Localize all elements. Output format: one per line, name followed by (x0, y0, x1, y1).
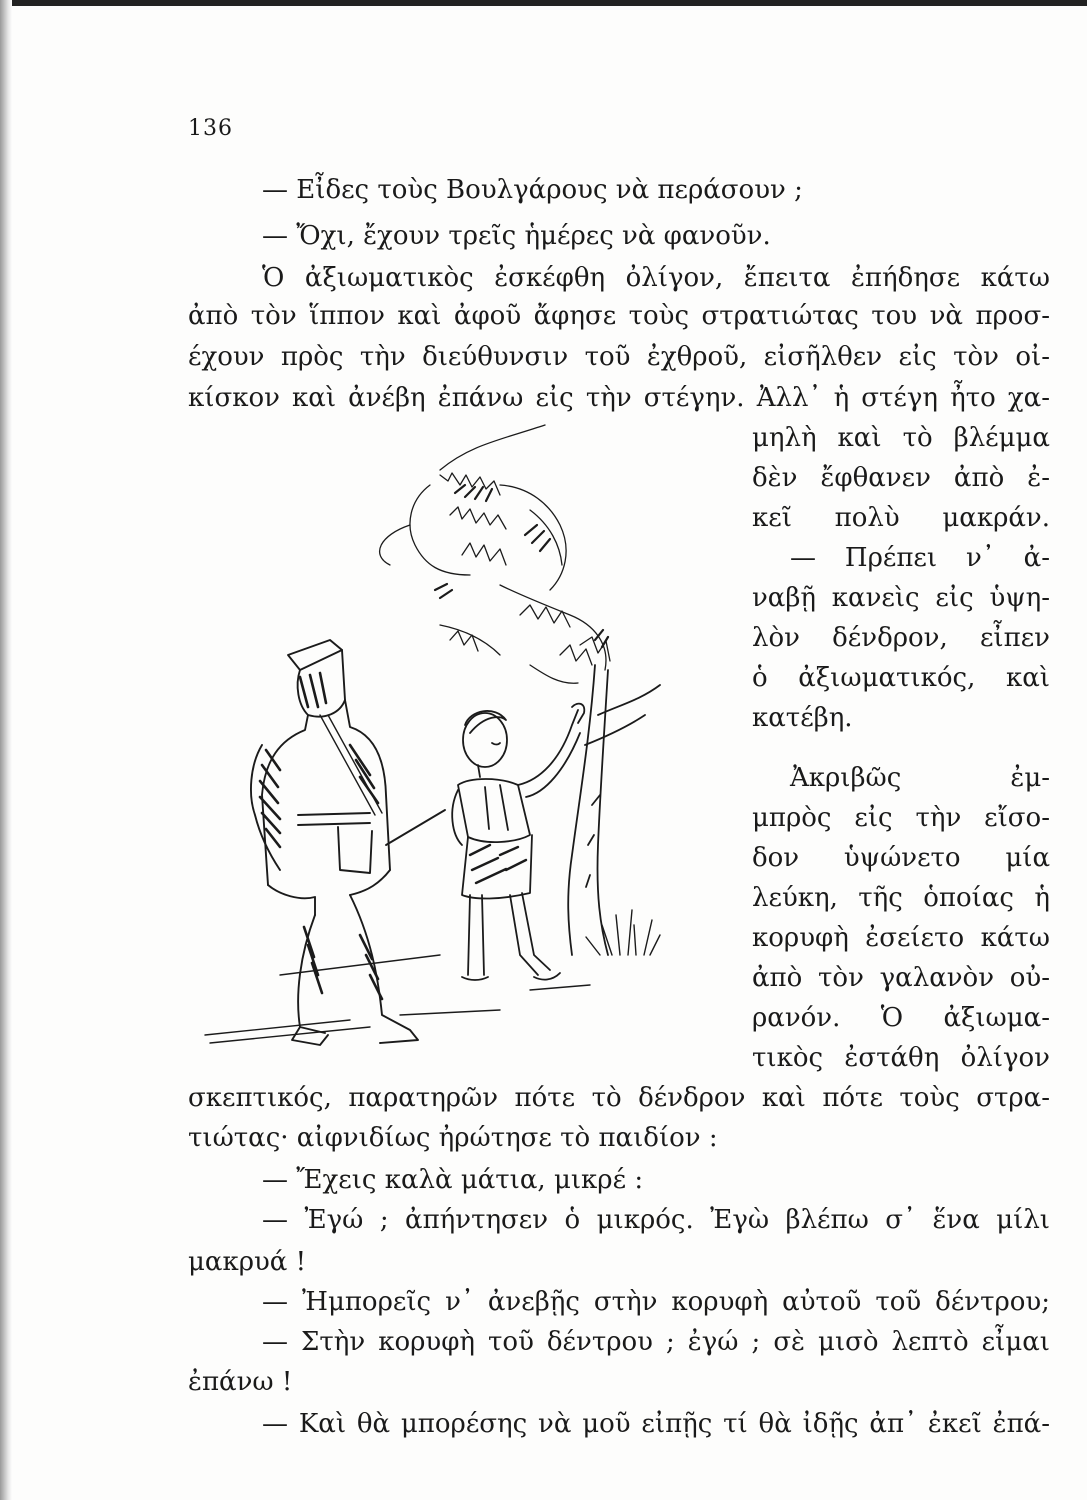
text-line: μηλὴ καὶ τὸ βλέμμα (752, 423, 1050, 453)
text-line: ρανόν. Ὁ ἀξιωμα- (752, 1003, 1050, 1033)
text-line: σκεπτικός, παρατηρῶν πότε τὸ δένδρον καὶ πότε τοὺς στρα- (188, 1083, 1050, 1113)
text-line: ἐπάνω ! (188, 1367, 293, 1397)
grass-tuft (586, 910, 660, 955)
text-line: — Στὴν κορυφὴ τοῦ δέντρου ; ἐγώ ; σὲ μισὸ λεπτὸ εἶμαι (262, 1327, 1050, 1357)
text-line: κεῖ πολὺ μακράν. (752, 503, 1050, 533)
text-line: κατέβη. (752, 703, 853, 733)
text-line: ἀπὸ τὸν ἵππον καὶ ἀφοῦ ἄφησε τοὺς στρατιώτας του νὰ προσ- (188, 301, 1050, 331)
text-line: — Εἶδες τοὺς Βουλγάρους νὰ περάσουν ; (262, 175, 803, 205)
text-line: — Ἔχεις καλὰ μάτια, μικρέ : (262, 1165, 644, 1195)
text-line: — Ἠμπορεῖς ν᾽ ἀνεβῇς στὴν κορυφὴ αὐτοῦ τοῦ δέντρου; (262, 1287, 1050, 1317)
boy-shorts-shading (470, 845, 526, 883)
text-line: μπρὸς εἰς τὴν εἴσο- (752, 803, 1050, 833)
tree-canopy (380, 425, 610, 683)
text-line: δον ὑψώνετο μία (752, 843, 1050, 873)
canopy-shading (435, 485, 608, 647)
text-line: ὁ ἀξιωματικός, καὶ (752, 663, 1050, 693)
scan-left-edge (0, 0, 12, 1500)
officer-figure (251, 640, 445, 1045)
illustration-officer-boy-tree (200, 415, 750, 1065)
page-number: 136 (188, 116, 233, 141)
text-line: τιώτας· αἰφνιδίως ἠρώτησε τὸ παιδίον : (188, 1123, 718, 1153)
officer-belt (320, 715, 382, 815)
officer-shading (260, 673, 382, 999)
text-line: — Καὶ θὰ μπορέσης νὰ μοῦ εἰπῇς τί θὰ ἰδῇς ἀπ᾽ ἐκεῖ ἐπά- (262, 1409, 1050, 1439)
text-line: — Ὄχι, ἔχουν τρεῖς ἡμέρες νὰ φανοῦν. (262, 221, 771, 251)
text-line: κορυφὴ ἐσείετο κάτω (752, 923, 1050, 953)
text-line: — Πρέπει ν᾽ ἀ- (790, 543, 1050, 573)
text-line: Ἀκριβῶς ἐμ- (790, 763, 1050, 793)
text-line: λεύκη, τῆς ὁποίας ἡ (752, 883, 1050, 913)
scan-top-edge (0, 0, 1087, 6)
text-line: έχουν πρὸς τὴν διεύθυνσιν τοῦ ἐχθροῦ, εἰσῆλθεν εἰς τὸν οἰ- (188, 342, 1050, 372)
sketch-drawing (200, 415, 750, 1065)
text-line: ναβῇ κανεὶς εἰς ὑψη- (752, 583, 1050, 613)
text-line: κίσκον καὶ ἀνέβη ἐπάνω εἰς τὴν στέγην. Ἀλλ᾽ ἡ στέγη ἦτο χα- (188, 383, 1050, 413)
text-line: τικὸς ἐστάθη ὀλίγον (752, 1043, 1050, 1073)
text-line: μακρυά ! (188, 1247, 307, 1277)
text-line: — Ἐγώ ; ἀπήντησεν ὁ μικρός. Ἐγὼ βλέπω σ᾽ ἕνα μίλι (262, 1205, 1050, 1235)
boy-figure (452, 704, 584, 980)
text-line: λὸν δένδρον, εἶπεν (752, 623, 1050, 653)
text-line: Ὁ ἀξιωματικὸς ἐσκέφθη ὀλίγον, ἔπειτα ἐπήδησε κάτω (262, 263, 1050, 293)
text-line: δὲν ἔφθανεν ἀπὸ ἐ- (752, 463, 1050, 493)
text-line: ἀπὸ τὸν γαλανὸν οὐ- (752, 963, 1050, 993)
tree-trunk (568, 665, 660, 955)
